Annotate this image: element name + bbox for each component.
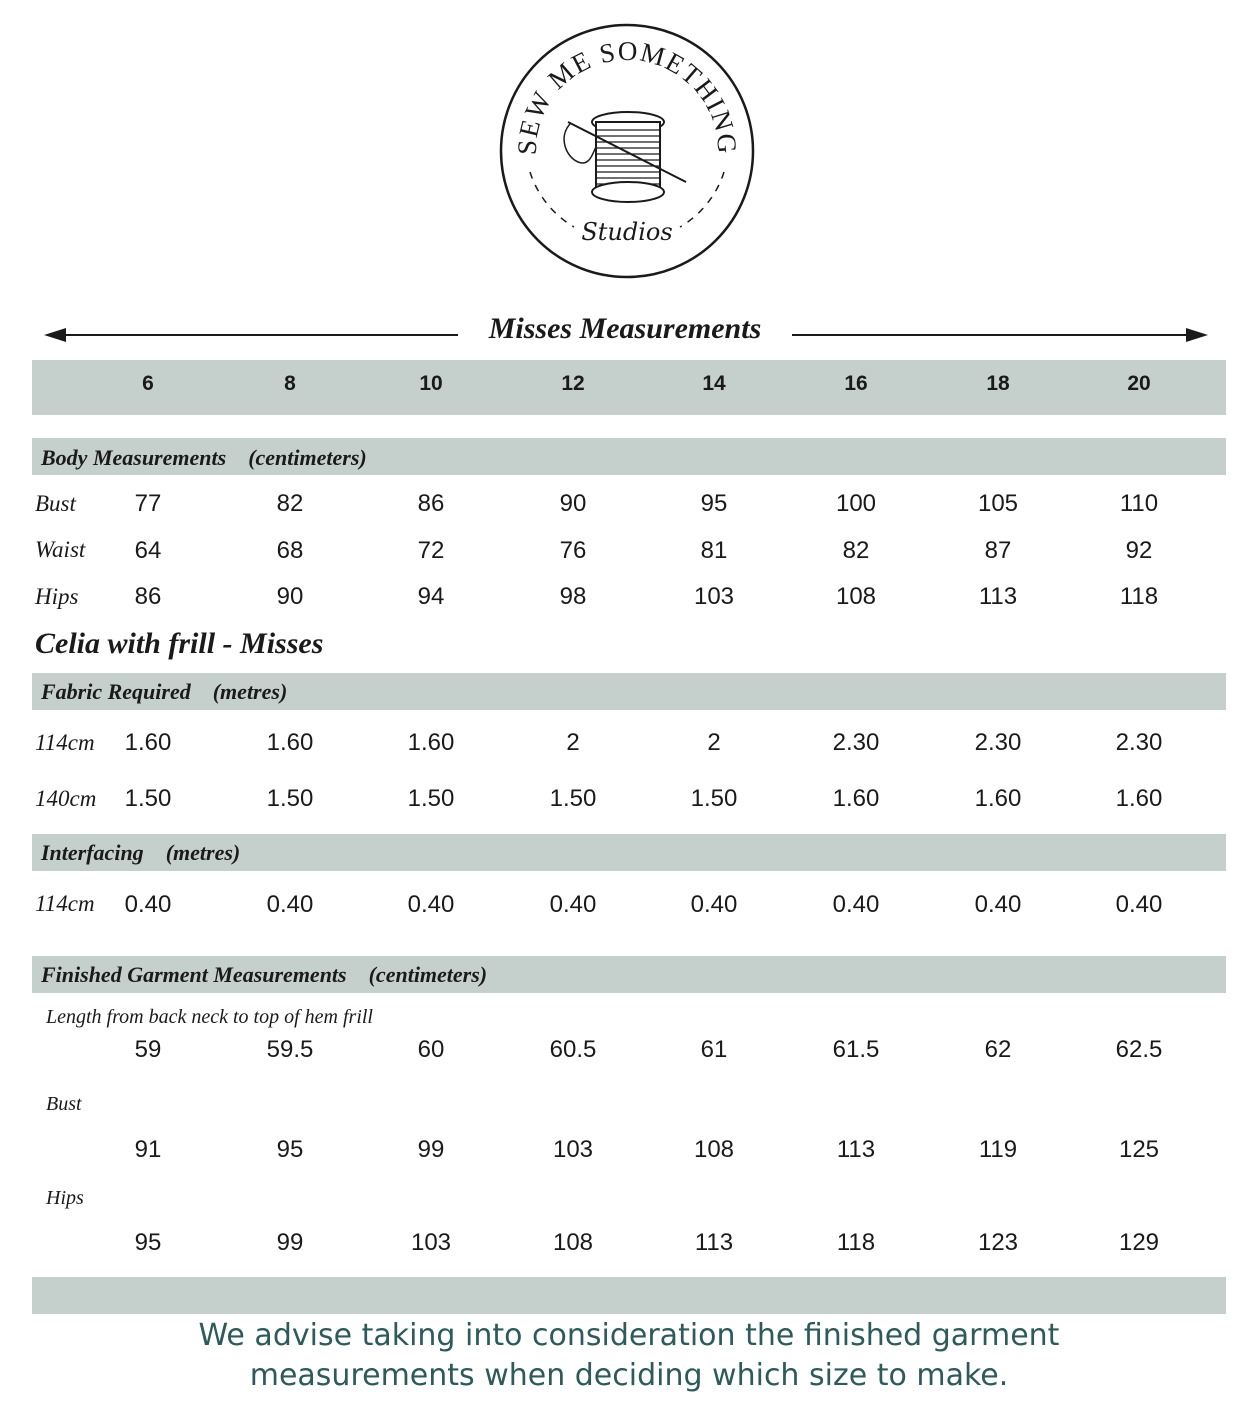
finished-cell: 119 (978, 1136, 1018, 1163)
title-arrow-right (792, 334, 1202, 336)
interfacing-row-label: 114cm (35, 891, 95, 916)
size-header-20: 20 (1127, 372, 1151, 395)
finished-row-label: Length from back neck to top of hem frill (46, 1006, 373, 1028)
body_measurements-cell: 90 (276, 583, 304, 610)
body_measurements-cell: 81 (700, 537, 728, 564)
finished-row-label: Hips (46, 1187, 84, 1209)
finished-cell: 61 (700, 1036, 728, 1063)
finished-cell: 91 (134, 1136, 162, 1163)
body_measurements-cell: 95 (700, 490, 728, 517)
interfacing-title: Interfacing (metres) (41, 840, 241, 865)
finished-title: Finished Garment Measurements (centimeters) (41, 962, 488, 987)
size-header-6: 6 (142, 372, 154, 395)
body_measurements-cell: 72 (417, 537, 445, 564)
interfacing-cell: 0.40 (1115, 891, 1163, 918)
size-header-14: 14 (702, 372, 726, 395)
finished-cell: 129 (1118, 1229, 1160, 1256)
interfacing-cell: 0.40 (974, 891, 1022, 918)
body_measurements-cell: 86 (134, 583, 162, 610)
body_measurements-row-label: Bust (35, 491, 76, 516)
studio-logo (498, 22, 756, 280)
body_measurements-cell: 76 (559, 537, 587, 564)
interfacing-cell: 0.40 (266, 891, 314, 918)
finished-cell: 118 (836, 1229, 876, 1256)
fabric-cell: 2.30 (974, 729, 1022, 756)
fabric-cell: 2 (707, 729, 721, 756)
footer-note-line1: We advise taking into consideration the finished garment (198, 1318, 1060, 1353)
finished-cell: 113 (836, 1136, 876, 1163)
body_measurements-cell: 82 (842, 537, 870, 564)
svg-text:SEW ME SOMETHING: SEW ME SOMETHING (511, 35, 743, 156)
finished-cell: 103 (410, 1229, 452, 1256)
body_measurements-cell: 108 (835, 583, 877, 610)
size-header-16: 16 (844, 372, 868, 395)
body_measurements-cell: 77 (134, 490, 162, 517)
fabric-cell: 1.60 (832, 785, 880, 812)
finished-cell: 103 (552, 1136, 594, 1163)
body_measurements-cell: 64 (134, 537, 162, 564)
finished-cell: 59 (134, 1036, 162, 1063)
finished-cell: 113 (694, 1229, 734, 1256)
finished-cell: 62 (984, 1036, 1012, 1063)
size-header-12: 12 (561, 372, 585, 395)
body-measurements-title: Body Measurements (centimeters) (41, 445, 367, 470)
size-header-18: 18 (986, 372, 1010, 395)
body_measurements-cell: 86 (417, 490, 445, 517)
variant-title: Celia with frill - Misses (35, 627, 324, 660)
body_measurements-cell: 98 (559, 583, 587, 610)
thread-spool-icon (564, 112, 686, 202)
body_measurements-row-label: Waist (35, 537, 86, 562)
interfacing-cell: 0.40 (549, 891, 597, 918)
fabric-cell: 1.50 (124, 785, 172, 812)
arrow-right-icon (1186, 328, 1208, 342)
fabric-cell: 1.60 (407, 729, 455, 756)
finished-cell: 125 (1118, 1136, 1160, 1163)
interfacing-cell: 0.40 (690, 891, 738, 918)
title-arrow-left (48, 334, 458, 336)
body_measurements-cell: 118 (1119, 583, 1159, 610)
fabric-cell: 1.60 (266, 729, 314, 756)
fabric-cell: 1.60 (1115, 785, 1163, 812)
body_measurements-cell: 87 (984, 537, 1012, 564)
body_measurements-cell: 105 (977, 490, 1019, 517)
bottom-band (32, 1277, 1226, 1314)
finished-cell: 62.5 (1115, 1036, 1163, 1063)
finished-cell: 95 (276, 1136, 304, 1163)
body_measurements-cell: 92 (1125, 537, 1153, 564)
finished-cell: 99 (417, 1136, 445, 1163)
body_measurements-cell: 103 (693, 583, 735, 610)
finished-cell: 60.5 (549, 1036, 597, 1063)
body_measurements-cell: 94 (417, 583, 445, 610)
fabric-cell: 1.50 (266, 785, 314, 812)
fabric-cell: 1.60 (974, 785, 1022, 812)
interfacing-cell: 0.40 (407, 891, 455, 918)
fabric-row-label: 140cm (35, 786, 97, 811)
fabric-cell: 2.30 (1115, 729, 1163, 756)
fabric-title: Fabric Required (metres) (41, 679, 288, 704)
fabric-cell: 1.50 (690, 785, 738, 812)
svg-text:Studios: Studios (581, 218, 673, 246)
fabric-row-label: 114cm (35, 730, 95, 755)
body_measurements-cell: 82 (276, 490, 304, 517)
size-header-10: 10 (419, 372, 443, 395)
fabric-cell: 1.50 (407, 785, 455, 812)
finished-cell: 95 (134, 1229, 162, 1256)
finished-cell: 99 (276, 1229, 304, 1256)
fabric-cell: 2.30 (832, 729, 880, 756)
finished-cell: 108 (552, 1229, 594, 1256)
interfacing-cell: 0.40 (124, 891, 172, 918)
finished-cell: 61.5 (832, 1036, 880, 1063)
body_measurements-cell: 68 (276, 537, 304, 564)
size-header-8: 8 (284, 372, 296, 395)
body_measurements-row-label: Hips (35, 584, 79, 609)
finished-row-label: Bust (46, 1093, 82, 1115)
footer-note-line2: measurements when deciding which size to make. (249, 1358, 1009, 1393)
body_measurements-cell: 110 (1119, 490, 1159, 517)
fabric-cell: 1.60 (124, 729, 172, 756)
body_measurements-cell: 100 (835, 490, 877, 517)
fabric-cell: 1.50 (549, 785, 597, 812)
body_measurements-cell: 90 (559, 490, 587, 517)
finished-cell: 59.5 (266, 1036, 314, 1063)
finished-cell: 108 (693, 1136, 735, 1163)
fabric-cell: 2 (566, 729, 580, 756)
arrow-left-icon (44, 328, 66, 342)
page-title: Misses Measurements (488, 312, 762, 345)
interfacing-cell: 0.40 (832, 891, 880, 918)
finished-cell: 123 (977, 1229, 1019, 1256)
body_measurements-cell: 113 (978, 583, 1018, 610)
finished-cell: 60 (417, 1036, 445, 1063)
